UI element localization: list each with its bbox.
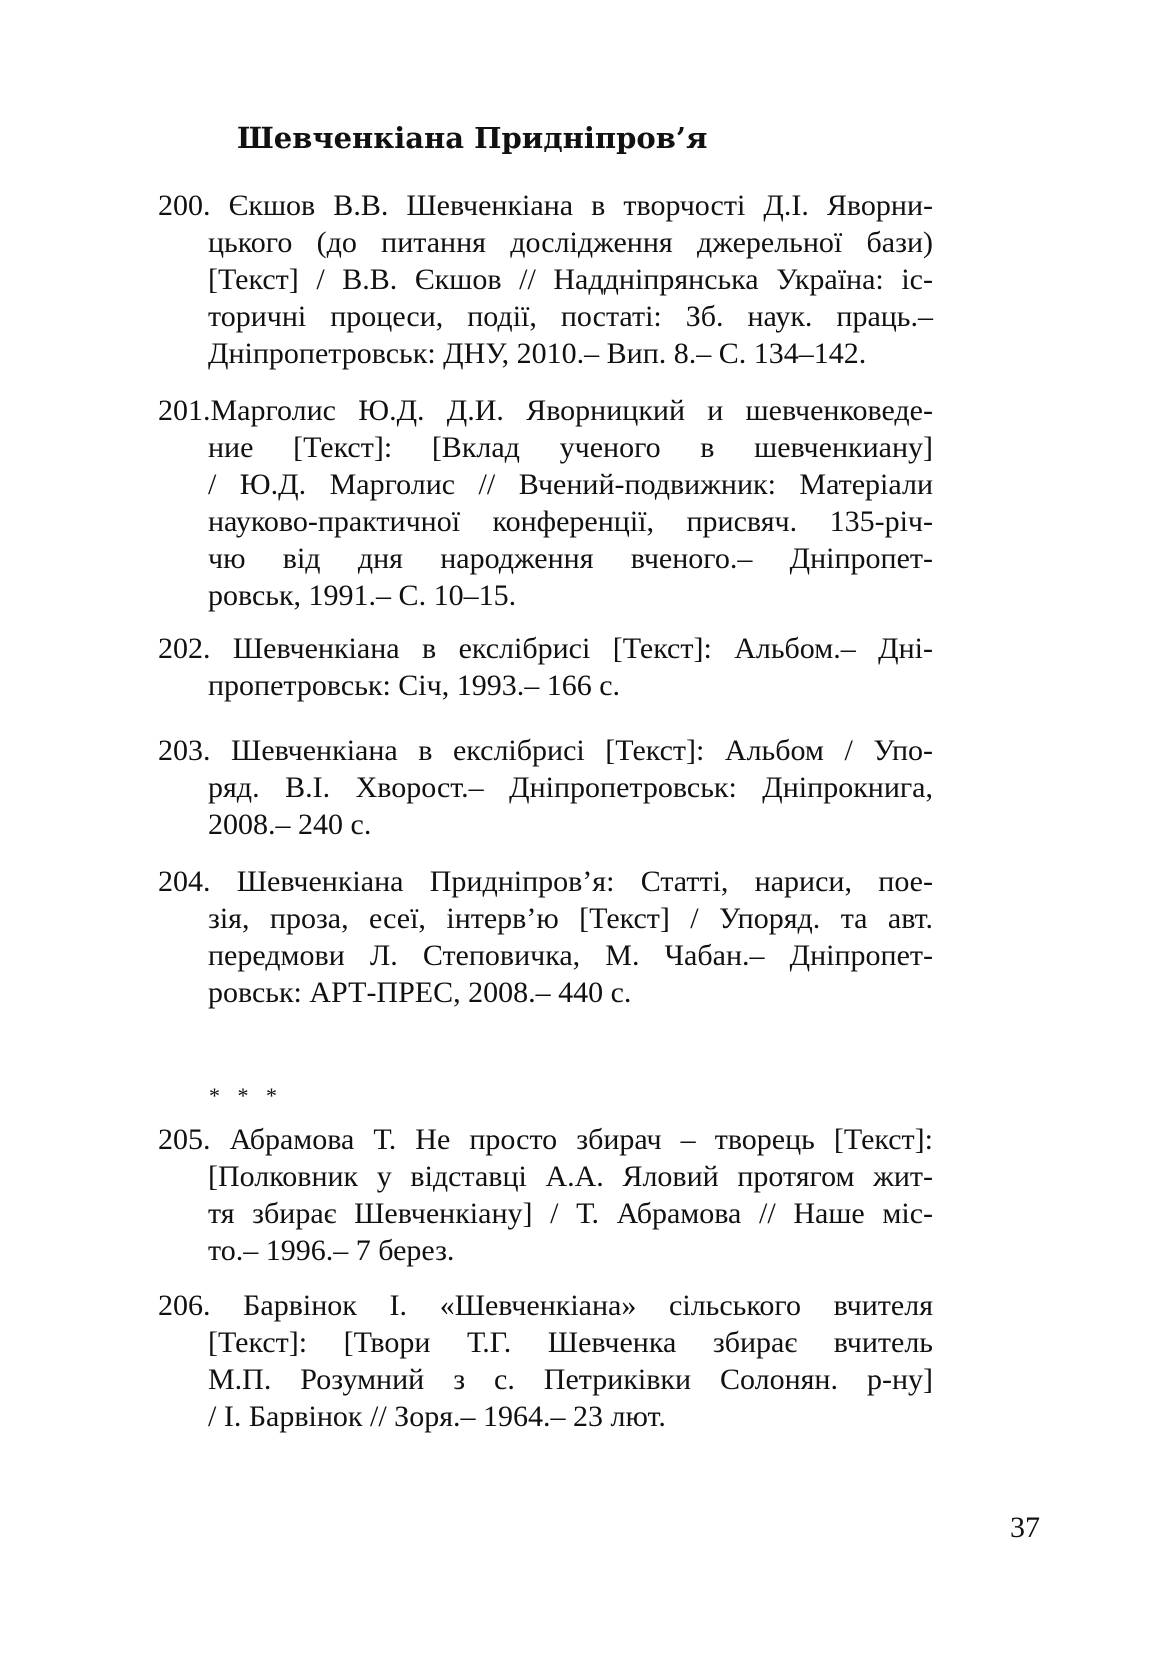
entry-line: ровськ, 1991.– С. 10–15. [208,579,517,612]
entry-line: / І. Барвінок // Зоря.– 1964.– 23 лют. [208,1400,666,1433]
entry-line: 202. Шевченкіана в екслібрисі [Текст]: Альбом.– Дні- [158,632,933,665]
entry-line: то.– 1996.– 7 берез. [208,1234,455,1267]
entry-line: 2008.– 240 с. [208,808,372,841]
entry-line: 206. Барвінок І. «Шевченкіана» сільського вчителя [158,1289,933,1322]
entry-line: тя збирає Шевченкіану] / Т. Абрамова // Наше міс- [208,1197,933,1230]
section-title: Шевченкіана Придніпров’я [237,121,708,155]
entry-line: [Текст]: [Твори Т.Г. Шевченка збирає вчитель [208,1326,933,1359]
bibliography-entry-206 [158,1287,933,1435]
entry-line: чю від дня народження вченого.– Дніпропет- [208,542,933,575]
entry-line: М.П. Розумний з с. Петриківки Солонян. р-ну] [208,1363,933,1396]
bibliography-entry-204 [158,863,933,1011]
entry-line: 203. Шевченкіана в екслібрисі [Текст]: Альбом / Упо- [158,734,933,767]
entry-line: торичні процеси, події, постаті: Зб. наук. праць.– [208,300,933,333]
entry-line: / Ю.Д. Марголис // Вчений-подвижник: Матеріали [208,468,933,501]
entry-line: науково-практичної конференції, присвяч. 135-річ- [208,505,933,538]
entry-line: 201.Марголис Ю.Д. Д.И. Яворницкий и шевченковеде- [158,394,933,427]
entry-line: [Текст] / В.В. Єкшов // Наддніпрянська Україна: іс- [208,263,933,296]
entry-line: передмови Л. Степовичка, М. Чабан.– Дніпропет- [208,939,933,972]
entry-line: ровськ: АРТ-ПРЕС, 2008.– 440 с. [208,976,632,1009]
section-separator: * * * [209,1083,283,1108]
entry-line: 200. Єкшов В.В. Шевченкіана в творчості Д.І. Яворни- [158,189,933,222]
bibliography-entry-203 [158,732,933,843]
entry-line: зія, проза, есеї, інтерв’ю [Текст] / Упоряд. та авт. [208,902,933,935]
bibliography-entry-205 [158,1121,933,1269]
entry-line: [Полковник у відставці А.А. Яловий протягом жит- [208,1160,933,1193]
page-number: 37 [1010,1511,1040,1544]
entry-line: ряд. В.І. Хворост.– Дніпропетровськ: Дніпрокнига, [208,771,933,804]
entry-line: 205. Абрамова Т. Не просто збирач – творець [Текст]: [158,1123,933,1156]
entry-line: пропетровськ: Січ, 1993.– 166 с. [208,669,621,702]
entry-line: Дніпропетровськ: ДНУ, 2010.– Вип. 8.– С. 134–142. [208,337,867,370]
bibliography-entry-200 [158,187,933,372]
bibliography-entry-201 [158,392,933,614]
entry-line: 204. Шевченкіана Придніпров’я: Статті, нариси, пое- [158,865,933,898]
entry-line: цького (до питання дослідження джерельної бази) [208,226,933,259]
bibliography-entry-202 [158,630,933,704]
entry-line: ние [Текст]: [Вклад ученого в шевченкиану] [208,431,933,464]
